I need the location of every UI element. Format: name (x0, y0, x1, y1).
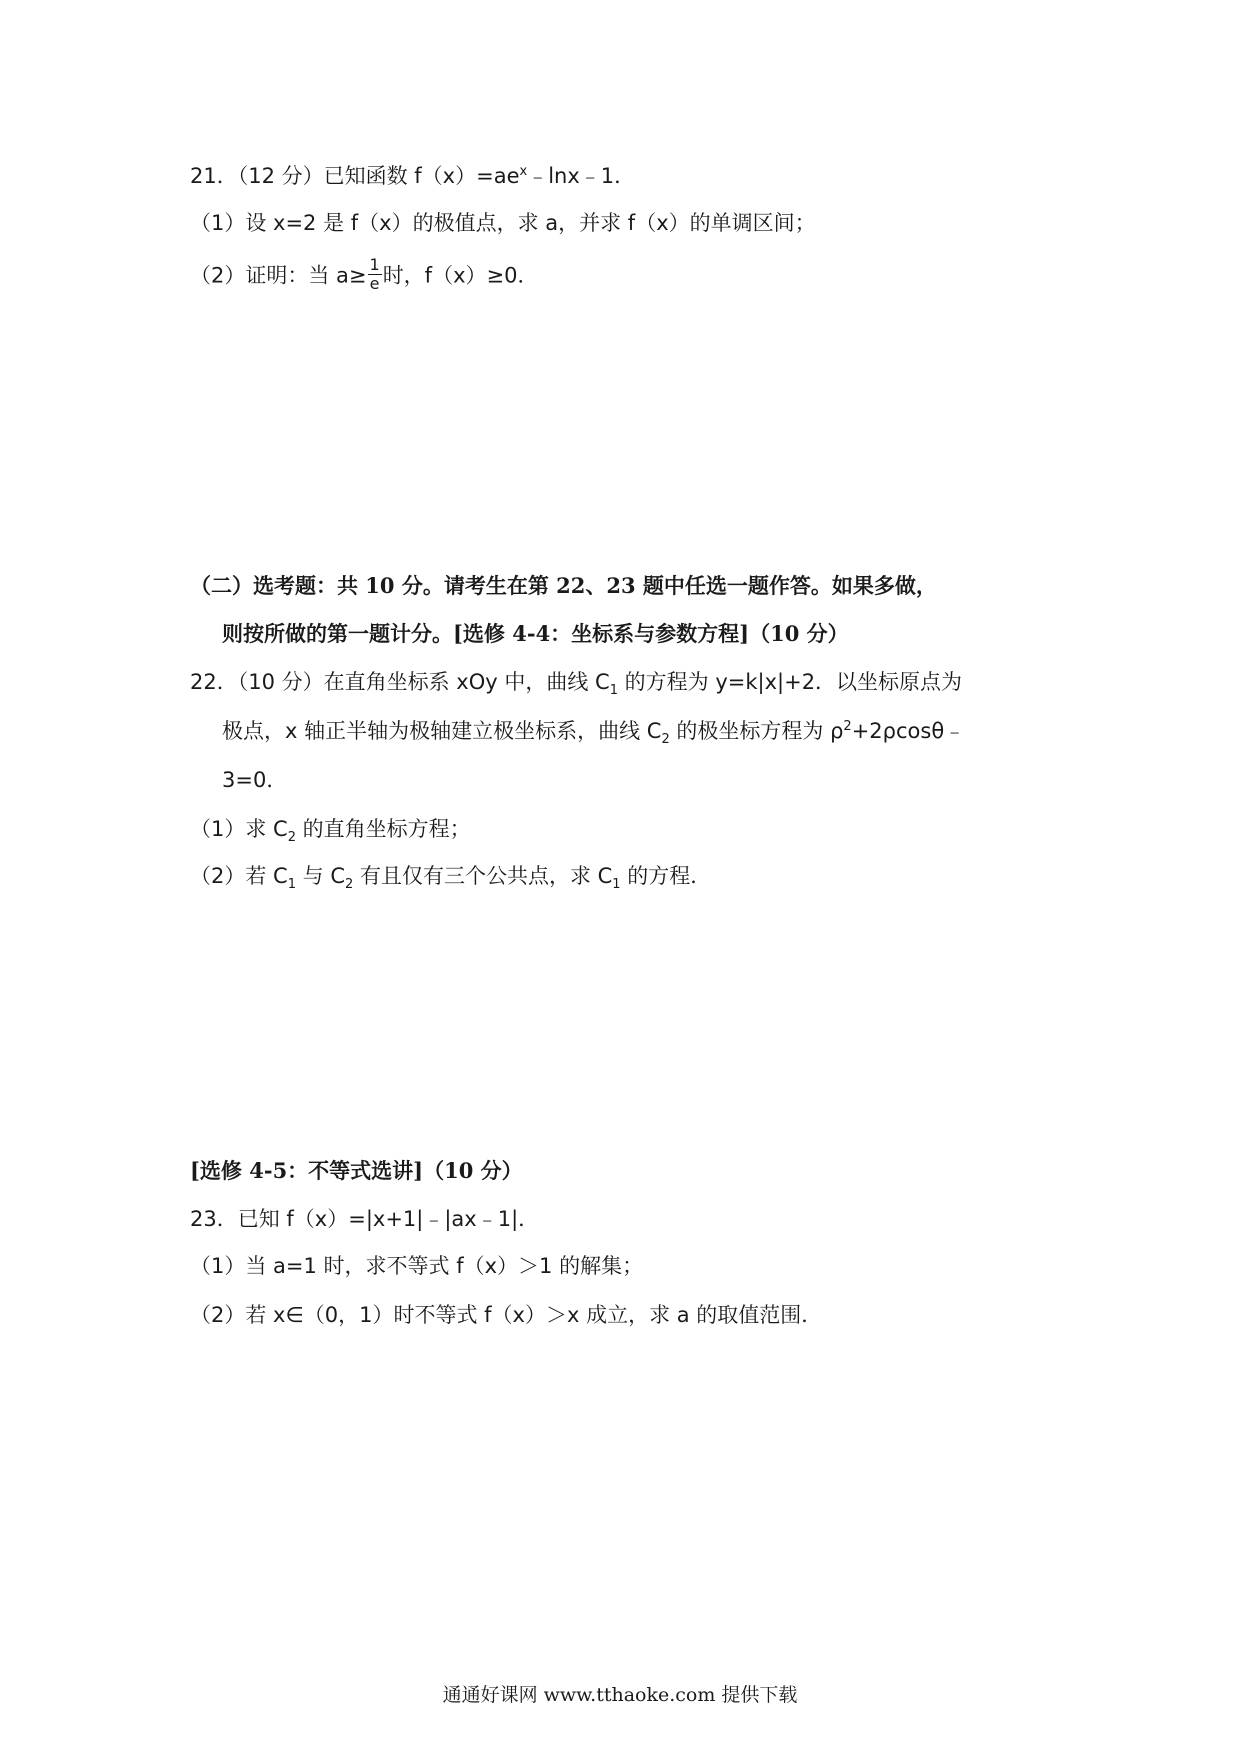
q23-part2: （2）若 x∈（0，1）时不等式 f（x）＞x 成立，求 a 的取值范围． (190, 1303, 823, 1327)
q22-stem-line1: 22．（10 分）在直角坐标系 xOy 中，曲线 $C_1$ 的方程为 y=k|x|+2．以坐标原点为 (190, 670, 963, 699)
q22-stem-line3: 3=0． (222, 768, 288, 792)
section2-heading-line1: （二）选考题：共 10 分。请考生在第 22、23 题中任选一题作答。如果多做， (190, 573, 937, 598)
q22-stem-line2: 极点，x 轴正半轴为极轴建立极坐标系，曲线 $C_2$ 的极坐标方程为 $\rho^2+2\rho\cos\theta﹣$ (222, 719, 966, 748)
page-footer: 通通好课网 www.tthaoke.com 提供下载 (442, 1684, 798, 1706)
q21-stem: 21．（12 分）已知函数 $f(x)=ae^x﹣\ln x﹣1$． (190, 164, 636, 188)
q22-part2: （2）若 $C_1$ 与 $C_2$ 有且仅有三个公共点，求 $C_1$ 的方程． (190, 864, 712, 893)
q22-part1: （1）求 $C_2$ 的直角坐标方程； (190, 817, 471, 846)
q21-part2: （2）证明：当 a≥ $\frac{1}{e}$ 时，f（x）≥0． (190, 255, 539, 293)
q23-stem: 23．已知 f（x）=|x+1|﹣|ax﹣1|． (190, 1207, 540, 1231)
section2-heading-line2: 则按所做的第一题计分。[选修 4-4：坐标系与参数方程]（10 分） (222, 621, 849, 646)
section3-heading: [选修 4-5：不等式选讲]（10 分） (190, 1158, 523, 1183)
q21-part1: （1）设 x=2 是 f（x）的极值点，求 a，并求 f（x）的单调区间； (190, 211, 816, 235)
q23-part1: （1）当 a=1 时，求不等式 f（x）＞1 的解集； (190, 1254, 644, 1278)
fraction-one-over-e: $\frac{1}{e}$ (369, 255, 380, 293)
